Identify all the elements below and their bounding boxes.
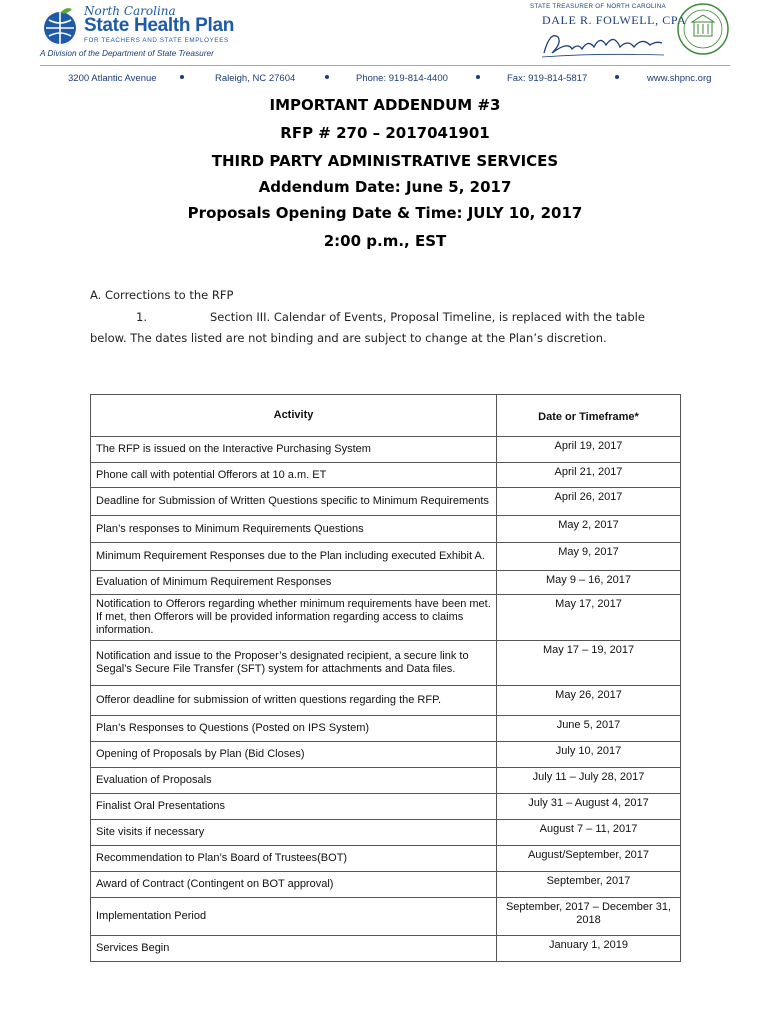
separator-dot — [615, 75, 619, 79]
table-row — [91, 872, 681, 898]
date-cell: January 1, 2019 — [497, 936, 681, 962]
activity-cell: Award of Contract (Contingent on BOT approval) — [91, 872, 497, 898]
table-row — [91, 437, 681, 463]
table-row — [91, 768, 681, 794]
item-text-line2: below. The dates listed are not binding and are subject to change at the Plan’s discretion. — [90, 331, 607, 345]
item-number: 1. — [136, 310, 147, 324]
separator-dot — [180, 75, 184, 79]
date-cell: May 2, 2017 — [497, 516, 681, 543]
org-state: North Carolina — [84, 4, 176, 18]
date-cell: April 21, 2017 — [497, 463, 681, 488]
date-cell: May 9, 2017 — [497, 543, 681, 571]
date-cell: June 5, 2017 — [497, 716, 681, 742]
table-row — [91, 820, 681, 846]
date-cell: July 10, 2017 — [497, 742, 681, 768]
addendum-title: IMPORTANT ADDENDUM #3 — [269, 96, 501, 114]
date-cell: April 19, 2017 — [497, 437, 681, 463]
date-cell: May 26, 2017 — [497, 686, 681, 716]
treasurer-name: DALE R. FOLWELL, CPA — [542, 13, 687, 27]
org-tagline: FOR TEACHERS AND STATE EMPLOYEES — [84, 37, 229, 44]
table-row — [91, 488, 681, 516]
activity-cell: Deadline for Submission of Written Questions specific to Minimum Requirements — [91, 488, 497, 516]
date-cell: August 7 – 11, 2017 — [497, 820, 681, 846]
table-row — [91, 846, 681, 872]
table-header-row — [91, 395, 681, 437]
org-division: A Division of the Department of State Treasurer — [40, 48, 214, 58]
column-header-activity: Activity — [91, 395, 497, 437]
activity-cell: Minimum Requirement Responses due to the Plan including executed Exhibit A. — [91, 543, 497, 571]
activity-cell: Finalist Oral Presentations — [91, 794, 497, 820]
table-row — [91, 516, 681, 543]
apple-globe-icon — [40, 6, 80, 46]
contact-phone: Phone: 919-814-4400 — [356, 73, 448, 84]
table-row — [91, 936, 681, 962]
table-row — [91, 641, 681, 686]
state-health-plan-logo — [40, 4, 240, 60]
date-cell: April 26, 2017 — [497, 488, 681, 516]
treasury-seal-icon — [676, 2, 730, 56]
column-header-date: Date or Timeframe* — [497, 395, 681, 437]
contact-address: 3200 Atlantic Avenue — [68, 73, 157, 84]
activity-cell: Notification and issue to the Proposer’s designated recipient, a secure link to Segal’s Secure File Transfer (SFT) system for attachments and Data files. — [91, 641, 497, 686]
header-divider — [40, 65, 730, 66]
contact-city: Raleigh, NC 27604 — [215, 73, 296, 84]
activity-cell: The RFP is issued on the Interactive Purchasing System — [91, 437, 497, 463]
rfp-subject: THIRD PARTY ADMINISTRATIVE SERVICES — [211, 152, 559, 170]
table-row — [91, 571, 681, 595]
activity-cell: Site visits if necessary — [91, 820, 497, 846]
calendar-of-events-table — [90, 394, 681, 962]
date-cell: September, 2017 — [497, 872, 681, 898]
activity-cell: Evaluation of Minimum Requirement Responses — [91, 571, 497, 595]
section-heading: A. Corrections to the RFP — [90, 288, 234, 302]
activity-cell: Offeror deadline for submission of written questions regarding the RFP. — [91, 686, 497, 716]
date-cell: May 17 – 19, 2017 — [497, 641, 681, 686]
activity-cell: Plan’s Responses to Questions (Posted on IPS System) — [91, 716, 497, 742]
date-cell: May 9 – 16, 2017 — [497, 571, 681, 595]
date-cell: August/September, 2017 — [497, 846, 681, 872]
table-row — [91, 543, 681, 571]
addendum-date: Addendum Date: June 5, 2017 — [258, 178, 512, 196]
activity-cell: Notification to Offerors regarding whether minimum requirements have been met. If met, then Offerors will be provided information regarding access to claims information. — [91, 595, 497, 641]
separator-dot — [325, 75, 329, 79]
item-text-line1: Section III. Calendar of Events, Proposal Timeline, is replaced with the table — [210, 310, 645, 324]
table-row — [91, 463, 681, 488]
date-cell: July 31 – August 4, 2017 — [497, 794, 681, 820]
table-row — [91, 716, 681, 742]
table-row — [91, 794, 681, 820]
table-row — [91, 742, 681, 768]
activity-cell: Plan’s responses to Minimum Requirements Questions — [91, 516, 497, 543]
signature-icon — [538, 27, 668, 63]
date-cell: July 11 – July 28, 2017 — [497, 768, 681, 794]
activity-cell: Phone call with potential Offerors at 10 a.m. ET — [91, 463, 497, 488]
contact-fax: Fax: 919-814-5817 — [507, 73, 588, 84]
treasurer-title: STATE TREASURER OF NORTH CAROLINA — [530, 3, 666, 10]
treasurer-block — [530, 3, 687, 63]
contact-website[interactable]: www.shpnc.org — [647, 73, 712, 84]
activity-cell: Opening of Proposals by Plan (Bid Closes) — [91, 742, 497, 768]
rfp-number: RFP # 270 – 2017041901 — [280, 124, 490, 142]
org-name: State Health Plan — [84, 15, 235, 36]
activity-cell: Services Begin — [91, 936, 497, 962]
activity-cell: Recommendation to Plan’s Board of Trustees(BOT) — [91, 846, 497, 872]
activity-cell: Implementation Period — [91, 898, 497, 936]
date-cell: May 17, 2017 — [497, 595, 681, 641]
table-row — [91, 595, 681, 641]
table-row — [91, 686, 681, 716]
opening-time: 2:00 p.m., EST — [323, 232, 447, 250]
separator-dot — [476, 75, 480, 79]
activity-cell: Evaluation of Proposals — [91, 768, 497, 794]
opening-date: Proposals Opening Date & Time: JULY 10, 2017 — [187, 204, 583, 222]
table-row — [91, 898, 681, 936]
table-body — [91, 437, 681, 962]
date-cell: September, 2017 – December 31, 2018 — [497, 898, 681, 936]
